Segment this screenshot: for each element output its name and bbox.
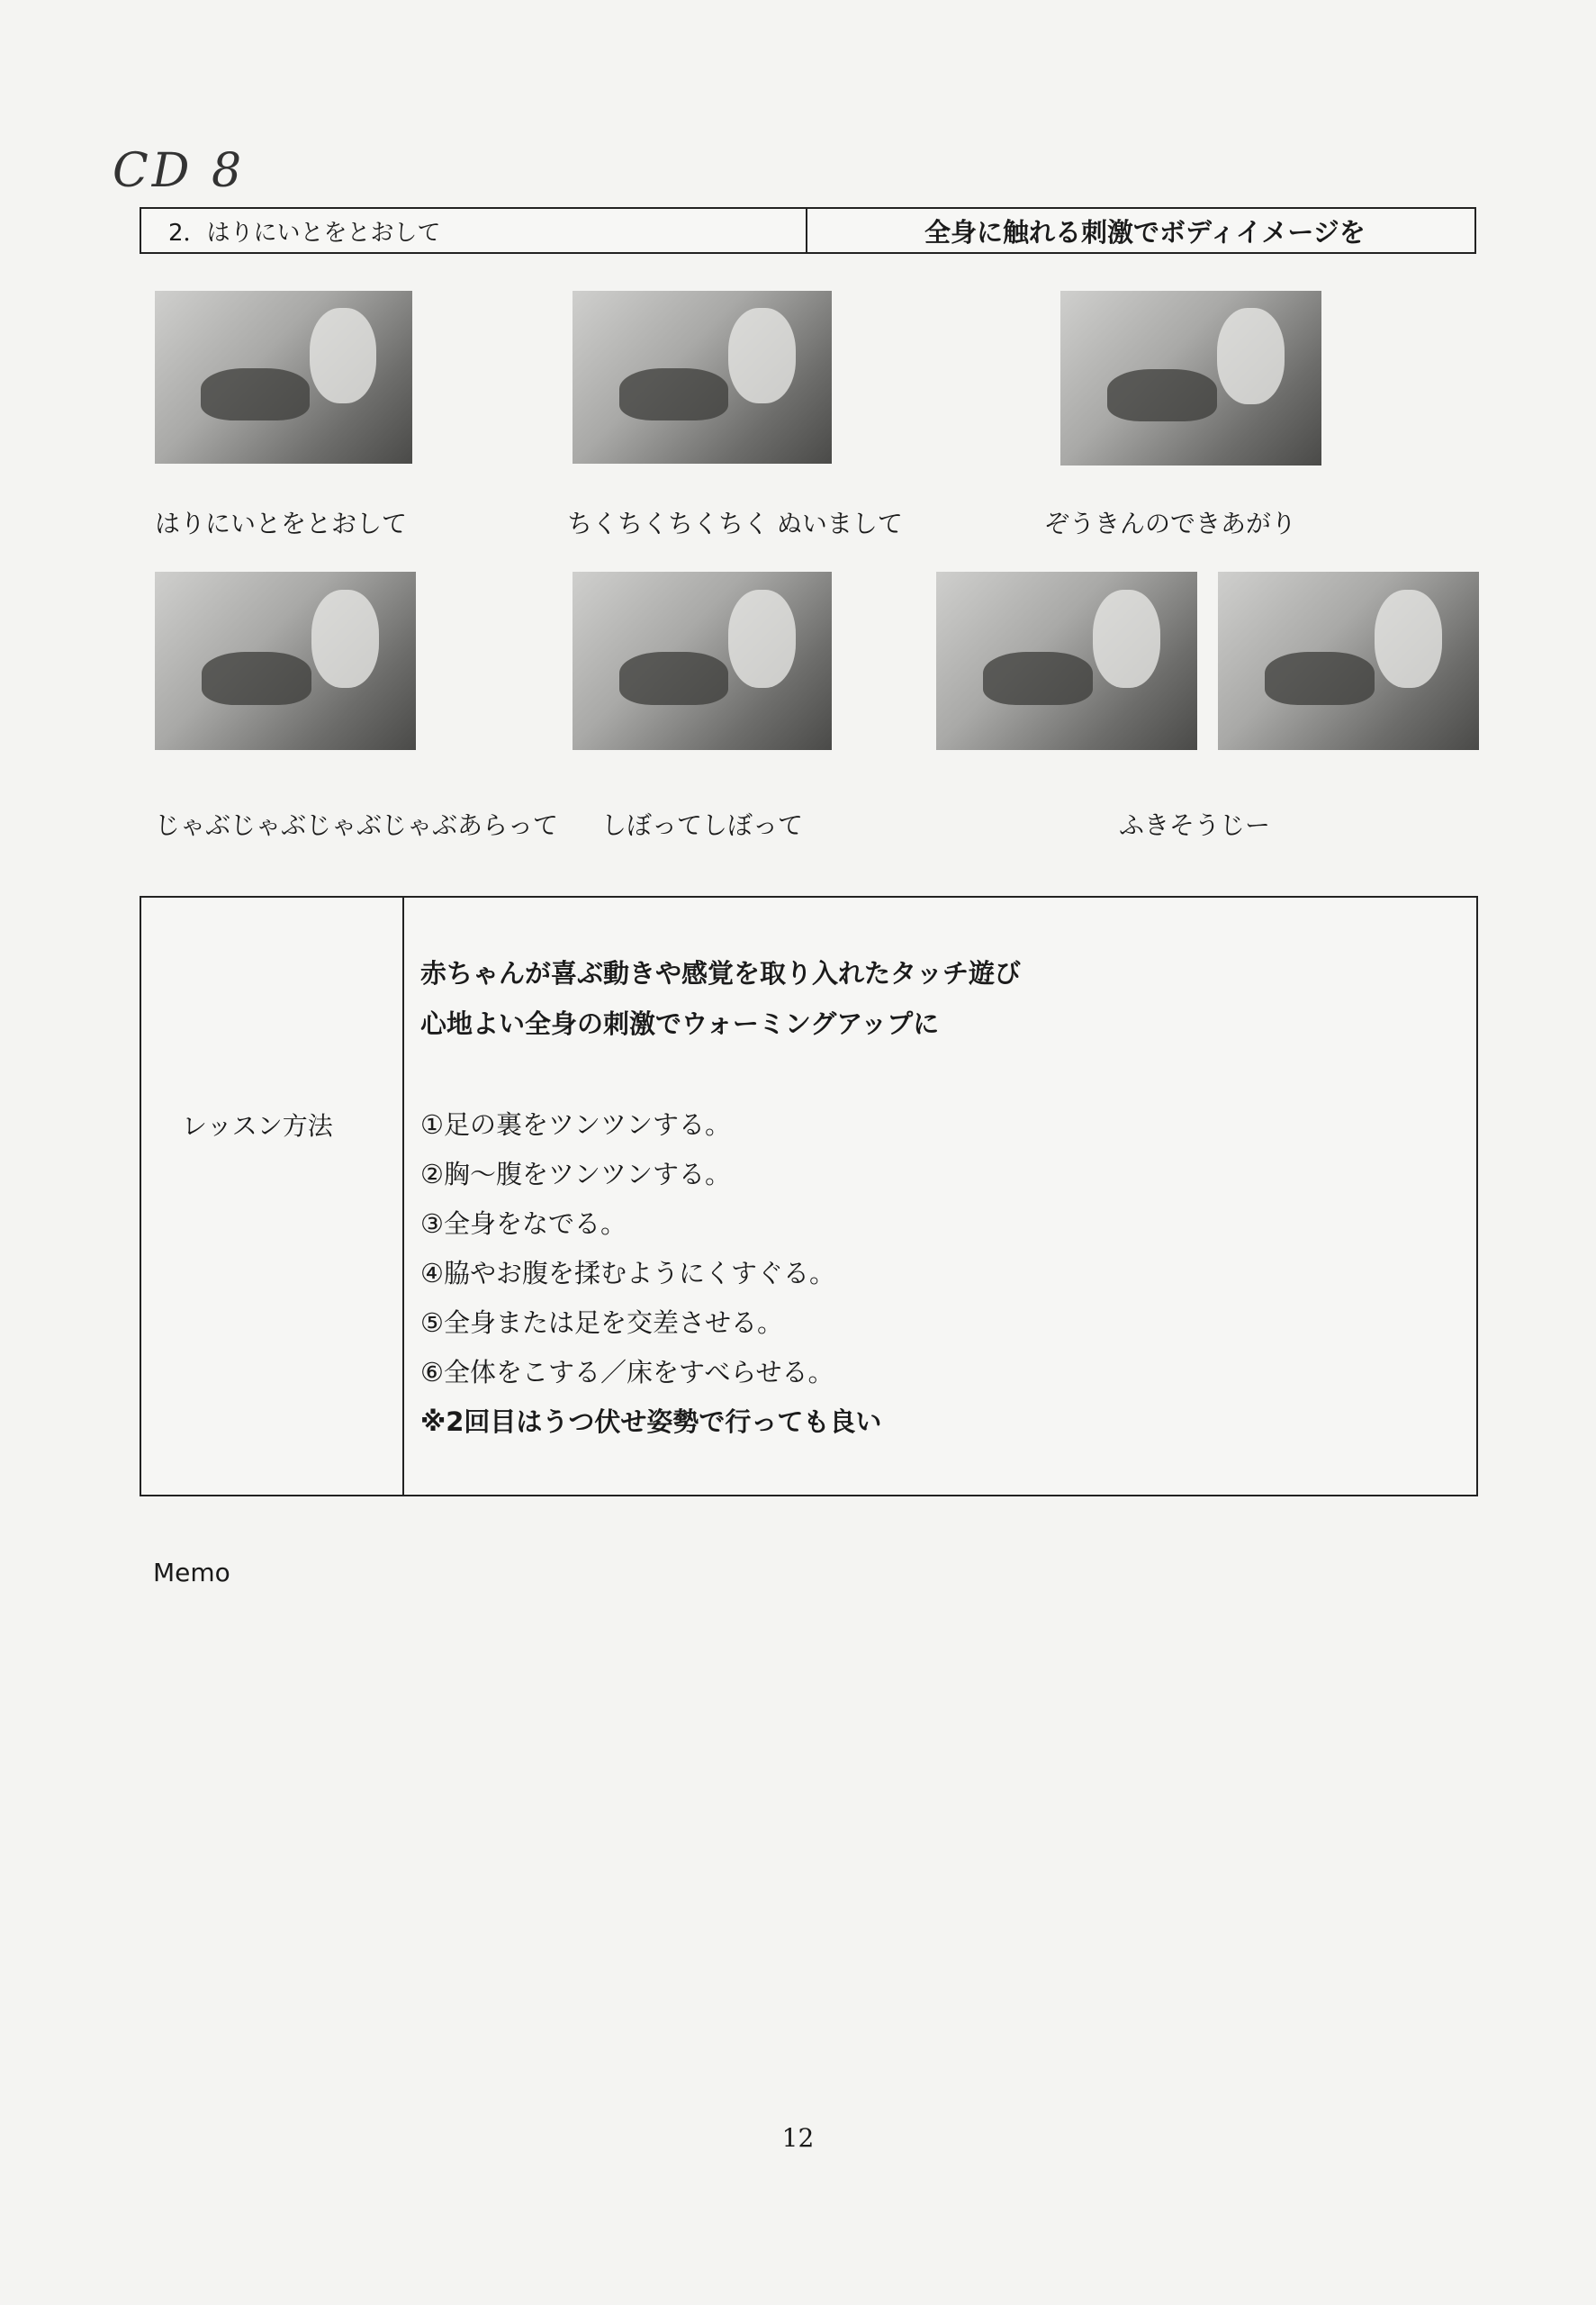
section-header <box>140 207 1476 254</box>
section-subtitle: 全身に触れる刺激でボディイメージを <box>924 216 1366 248</box>
lesson-intro-line: 赤ちゃんが喜ぶ動きや感覚を取り入れたタッチ遊び <box>420 958 1022 989</box>
lesson-note: ※2回目はうつ伏せ姿勢で行っても良い <box>420 1406 882 1437</box>
caption-1: はりにいとをとおして <box>155 509 408 538</box>
photo-7 <box>1218 572 1479 750</box>
section-title: 2．はりにいとをとおして <box>141 209 807 252</box>
memo-label: Memo <box>153 1558 230 1587</box>
photo-2 <box>573 291 832 464</box>
lesson-step: ③全身をなでる。 <box>420 1208 627 1239</box>
photo-4 <box>155 572 416 750</box>
photo-5 <box>573 572 832 750</box>
lesson-step: ②胸～腹をツンツンする。 <box>420 1159 731 1189</box>
handwritten-note: CD 8 <box>113 144 246 198</box>
caption-5: しぼってしぼって <box>601 810 804 840</box>
lesson-step: ④脇やお腹を揉むようにくすぐる。 <box>420 1258 835 1288</box>
caption-4: じゃぶじゃぶじゃぶじゃぶあらって <box>155 810 559 840</box>
photo-1 <box>155 291 412 464</box>
lesson-step: ⑥全体をこする／床をすべらせる。 <box>420 1357 834 1388</box>
lesson-table <box>140 896 1478 1496</box>
caption-2: ちくちくちくちく ぬいまして <box>567 509 903 538</box>
lesson-intro-line: 心地よい全身の刺激でウォーミングアップに <box>420 1008 940 1039</box>
lesson-step: ①足の裏をツンツンする。 <box>420 1109 731 1140</box>
caption-3: ぞうきんのできあがり <box>1044 509 1297 538</box>
caption-6: ふきそうじー <box>1119 810 1271 840</box>
photo-3 <box>1060 291 1321 466</box>
lesson-step: ⑤全身または足を交差させる。 <box>420 1307 783 1338</box>
lesson-label: レッスン方法 <box>182 1111 333 1141</box>
lesson-label-cell <box>141 898 404 1495</box>
page-number: 12 <box>781 2123 815 2153</box>
lesson-content <box>404 898 1476 1495</box>
photo-6 <box>936 572 1197 750</box>
